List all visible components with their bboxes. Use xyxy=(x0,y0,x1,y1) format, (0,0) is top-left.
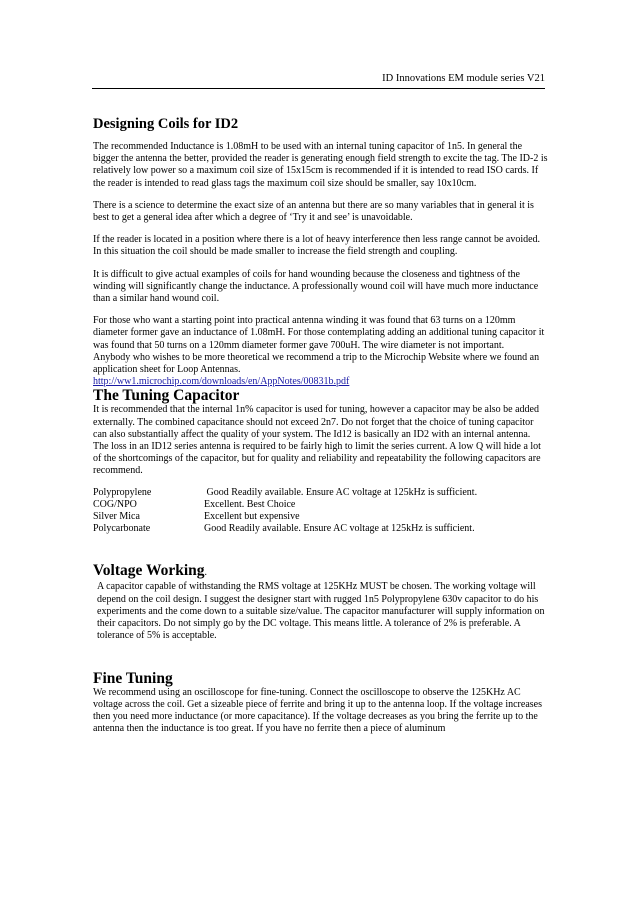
header-text: ID Innovations EM module series V21 xyxy=(382,73,545,84)
capacitor-name: COG/NPO xyxy=(93,498,137,510)
paragraph: For those who want a starting point into practical antenna winding it was found that 63 turns on a 120mm diameter former gave an inductance of 1.08mH. For those contemplating adding an additional tuning capacitor it was found that 50 turns on a 120mm diameter former gave 700uH. The wire diameter is not important. xyxy=(93,315,545,351)
page-header xyxy=(92,73,545,89)
list-item xyxy=(93,511,548,523)
capacitor-note: Good Readily available. Ensure AC voltage at 125kHz is sufficient. xyxy=(204,523,475,535)
document-body xyxy=(93,116,548,735)
paragraph: A capacitor capable of withstanding the RMS voltage at 125KHz MUST be chosen. The working voltage will depend on the coil design. I suggest the designer start with rugged 1n5 Polypropylene 630v capacitor to do his experiments and the come down to a suitable size/value. The capacitor manufacturer will supply information on their capacitors. Do not simply go by the DC voltage. This means little. A tolerance of 2% is preferable. A tolerance of 5% is acceptable. xyxy=(97,581,545,642)
list-item xyxy=(93,499,548,511)
capacitor-note: Good Readily available. Ensure AC voltage at 125kHz is sufficient. xyxy=(204,486,478,498)
section-title-designing-coils: Designing Coils for ID2 xyxy=(93,116,239,132)
capacitor-list xyxy=(93,487,548,536)
section-title-suffix: . xyxy=(204,567,208,579)
capacitor-name: Polypropylene xyxy=(93,486,152,498)
section-title-voltage-working xyxy=(93,563,548,581)
capacitor-note: Excellent but expensive xyxy=(204,511,300,523)
list-item xyxy=(93,487,548,499)
paragraph: We recommend using an oscilloscope for fine-tuning. Connect the oscilloscope to observe the 125KHz AC voltage across the coil. Get a sizeable piece of ferrite and bring it up to the antenna loop. If the voltage increases then you need more inductance (or more capacitance). If the voltage decreases as you bring the ferrite up to the antenna then the inductance is too great. If you have no ferrite then a piece of aluminum xyxy=(93,686,542,735)
section-title-fine-tuning: Fine Tuning xyxy=(93,669,173,687)
capacitor-name: Silver Mica xyxy=(93,511,140,523)
list-item xyxy=(93,523,548,535)
fine-tuning-section xyxy=(93,671,548,736)
paragraph: If the reader is located in a position where there is a lot of heavy interference then less range cannot be avoided. In this situation the coil should be made smaller to increase the field strength and coupling. xyxy=(93,234,541,258)
paragraph: There is a science to determine the exact size of an antenna but there are so many variables that in general it is best to get a general idea after which a degree of ‘Try it and see’ is unavoidable. xyxy=(93,199,534,224)
paragraph: It is difficult to give actual examples of coils for hand wounding because the closeness and tightness of the winding will significantly change the inductance. A professionally wound coil will have much more inductance than a similar hand wound coil. xyxy=(93,268,539,305)
paragraph: It is recommended that the internal 1n% capacitor is used for tuning, however a capacitor may be also be added externally. The combined capacitance should not exceed 2n7. Do not forget that the choice of tuning capacitor can also substantially affect the quality of your system. The Id12 is basically an ID2 with an internal antenna. The loss in an ID12 series antenna is required to be fairly high to limit the series current. A low Q will hide a lot of the shortcomings of the capacitor, but for quality and reliability and repeatability the following capacitors are recommend. xyxy=(93,404,541,477)
capacitor-note: Excellent. Best Choice xyxy=(204,498,296,510)
voltage-working-section xyxy=(93,563,548,642)
section-title-tuning-capacitor: The Tuning Capacitor xyxy=(93,387,240,405)
capacitor-name: Polycarbonate xyxy=(93,523,151,535)
section-title-text: Voltage Working xyxy=(93,562,205,580)
paragraph: Anybody who wishes to be more theoretical we recommend a trip to the Microchip Website where we found an application sheet for Loop Antennas. xyxy=(93,351,540,376)
paragraph: The recommended Inductance is 1.08mH to be used with an internal tuning capacitor of 1n5. In general the bigger the antenna the better, provided the reader is generating enough field strength to excite the tag. The ID-2 is relatively low power so a maximum coil size of 15x15cm is recommended if it is intended to read ISO cards. If the reader is intended to read glass tags the maximum coil size should be smaller, say 10x10cm. xyxy=(93,141,548,189)
microchip-appnote-link[interactable]: http://ww1.microchip.com/downloads/en/AppNotes/00831b.pdf xyxy=(93,376,350,388)
